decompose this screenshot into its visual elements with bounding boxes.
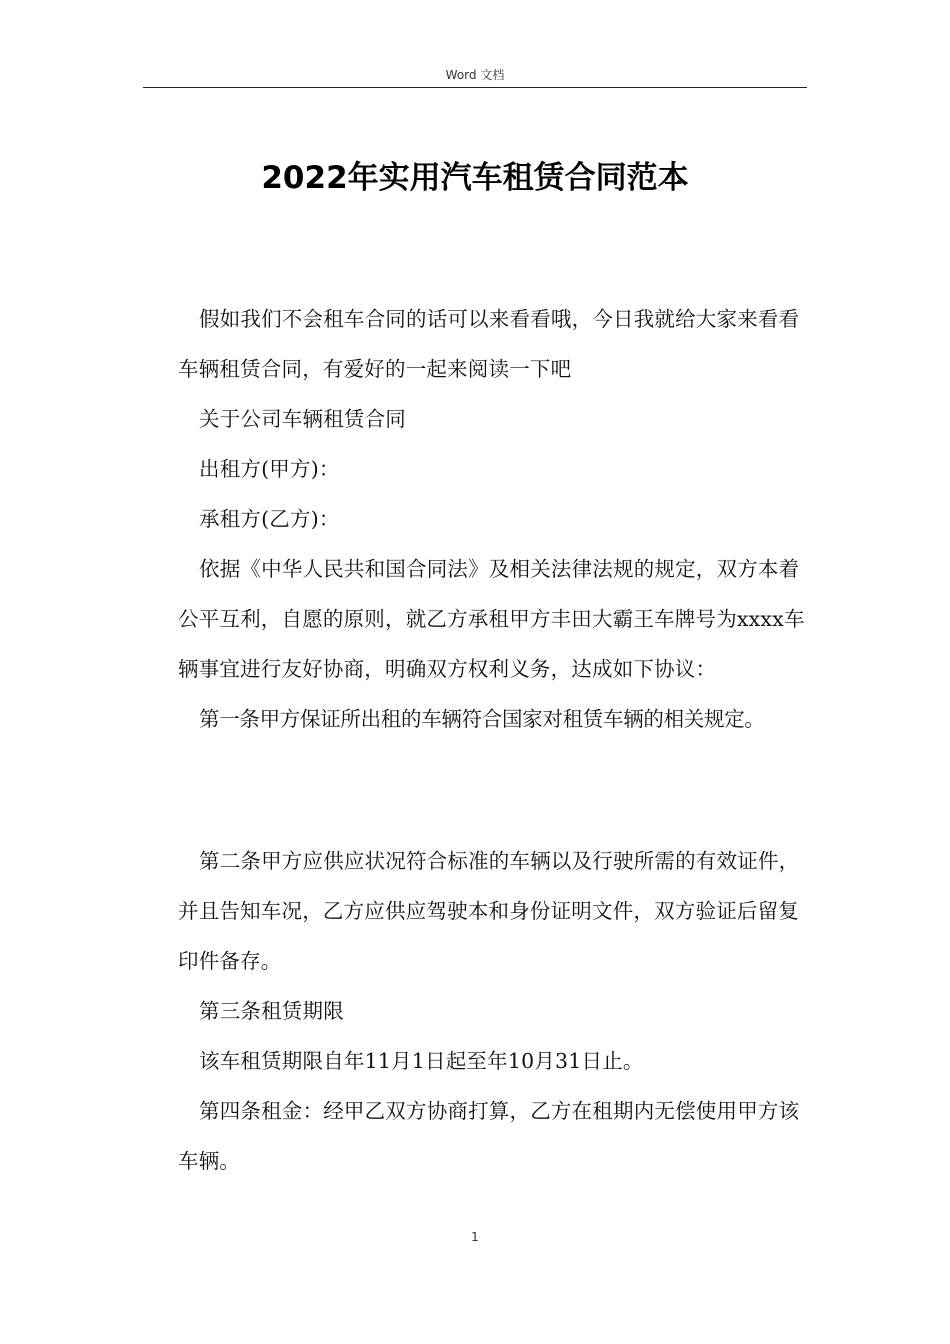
document-body-part-2 xyxy=(178,836,808,1186)
paragraph-subtitle: 关于公司车辆租赁合同 xyxy=(199,407,406,431)
paragraph-intro: 假如我们不会租车合同的话可以来看看哦，今日我就给大家来看看车辆租赁合同，有爱好的一起来阅读一下吧 xyxy=(178,307,800,381)
paragraph-preamble: 依据《中华人民共和国合同法》及相关法律法规的规定，双方本着公平互利，自愿的原则，就乙方承租甲方丰田大霸王车牌号为xxxx车辆事宜进行友好协商，明确双方权利义务，达成如下协议： xyxy=(178,557,805,681)
paragraph-article-1: 第一条甲方保证所出租的车辆符合国家对租赁车辆的相关规定。 xyxy=(199,707,765,731)
paragraph-party-b: 承租方(乙方)： xyxy=(199,507,340,531)
paragraph-article-3-body: 该车租赁期限自年11月1日起至年10月31日止。 xyxy=(199,1049,644,1073)
paragraph-article-3-heading: 第三条租赁期限 xyxy=(199,999,344,1023)
paragraph-article-4: 第四条租金：经甲乙双方协商打算，乙方在租期内无偿使用甲方该车辆。 xyxy=(178,1099,800,1173)
document-title: 2022年实用汽车租赁合同范本 xyxy=(261,160,689,196)
document-body-part-1 xyxy=(178,294,808,744)
page-header: Word 文档 xyxy=(445,68,505,82)
page-number: 1 xyxy=(471,1230,479,1244)
paragraph-article-2: 第二条甲方应供应状况符合标准的车辆以及行驶所需的有效证件，并且告知车况，乙方应供应驾驶本和身份证明文件，双方验证后留复印件备存。 xyxy=(178,849,800,973)
header-rule xyxy=(143,87,807,88)
paragraph-party-a: 出租方(甲方)： xyxy=(199,457,340,481)
